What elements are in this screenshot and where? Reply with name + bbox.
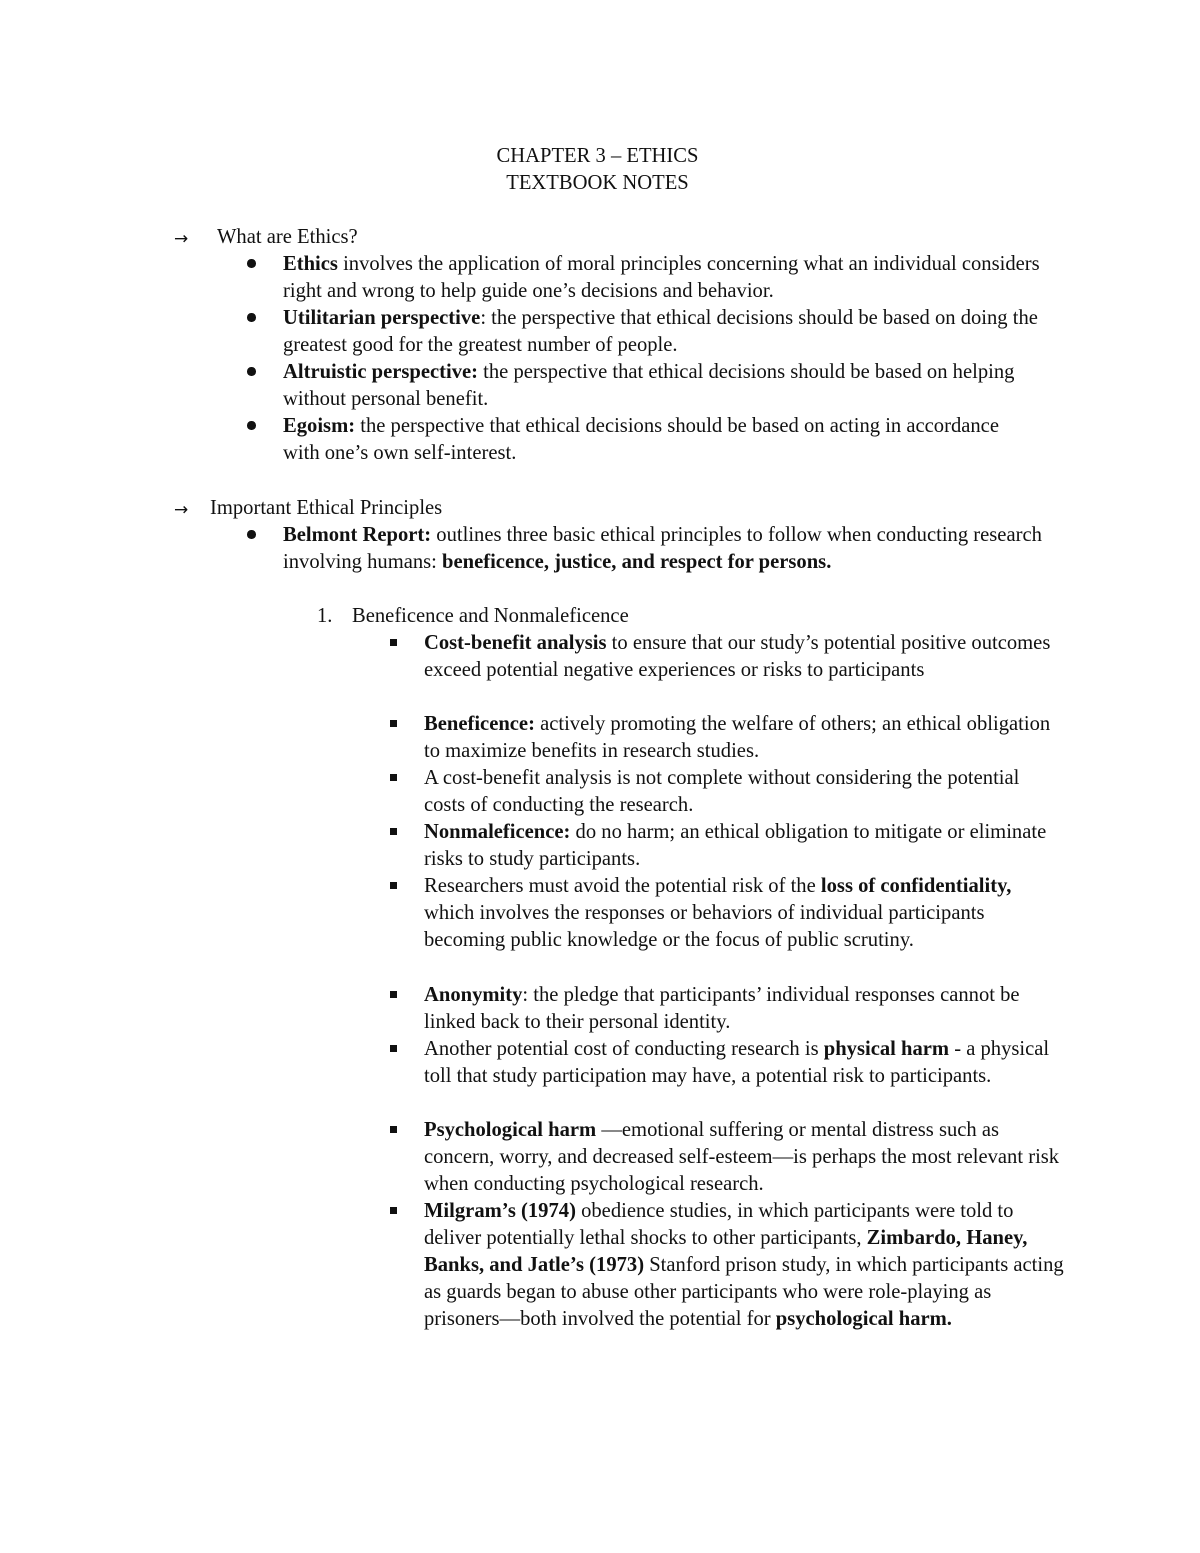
square-bullet-icon: [390, 991, 397, 998]
square-bullet-icon: [390, 828, 397, 835]
round-bullet-icon: [247, 421, 256, 430]
definition: to ensure that our study’s potential positive outcomes exceed potential negative experiences or risks to participants: [424, 632, 1051, 682]
list-item: [424, 765, 1044, 819]
term: Egoism:: [283, 415, 356, 437]
right-arrow-icon: →: [174, 500, 189, 520]
round-bullet-icon: [247, 313, 256, 322]
text: A cost-benefit analysis is not complete without considering the potential costs of conducting the research.: [424, 767, 1020, 817]
definition: the perspective that ethical decisions should be based on acting in accordance with one’s own self-interest.: [283, 415, 999, 465]
term: loss of confidentiality,: [820, 875, 1012, 897]
term: Anonymity: [424, 984, 523, 1006]
list-item: [283, 251, 1083, 305]
term: Nonmaleficence:: [424, 821, 571, 843]
round-bullet-icon: [247, 259, 256, 268]
definition: : the perspective that ethical decisions should be based on doing the greatest good for the greatest number of people.: [283, 307, 1038, 357]
list-item: [424, 711, 1064, 765]
square-bullet-icon: [390, 720, 397, 727]
square-bullet-icon: [390, 1126, 397, 1133]
definition: which involves the responses or behaviors of individual participants becoming public knowledge or the focus of public scrutiny.: [424, 902, 985, 952]
list-item: [424, 1198, 1069, 1333]
term: Milgram’s (1974): [424, 1200, 576, 1222]
list-item: [424, 982, 1044, 1036]
list-item: [283, 359, 1073, 413]
list-item: [283, 305, 1073, 359]
square-bullet-icon: [390, 774, 397, 781]
text: obedience studies, in which participants were told to deliver potentially lethal shocks to other participants,: [424, 1200, 1014, 1250]
list-item: [283, 522, 1043, 576]
term: Belmont Report:: [283, 524, 432, 546]
term: Utilitarian perspective: [283, 307, 481, 329]
text: Another potential cost of conducting research is: [424, 1038, 824, 1060]
list-item: [424, 1036, 1064, 1090]
term: Ethics: [283, 253, 338, 275]
list-item: [424, 819, 1064, 873]
term: physical harm: [823, 1038, 950, 1060]
right-arrow-icon: →: [174, 229, 189, 249]
square-bullet-icon: [390, 639, 397, 646]
definition: the perspective that ethical decisions should be based on helping without personal benefit.: [283, 361, 1015, 411]
term: Altruistic perspective:: [283, 361, 479, 383]
numbered-item-label: Beneficence and Nonmaleficence: [352, 605, 629, 627]
definition: involves the application of moral principles concerning what an individual considers right and wrong to help guide one’s decisions and behavior.: [283, 253, 1040, 303]
definition: : the pledge that participants’ individual responses cannot be linked back to their personal identity.: [424, 984, 1020, 1034]
list-item: [283, 413, 1023, 467]
definition: - a physical toll that study participation may have, a potential risk to participants.: [424, 1038, 1050, 1088]
list-item: [424, 630, 1064, 684]
round-bullet-icon: [247, 530, 256, 539]
definition: do no harm; an ethical obligation to mitigate or eliminate risks to study participants.: [424, 821, 1047, 871]
document-subtitle: TEXTBOOK NOTES: [506, 172, 689, 194]
principles: beneficence, justice, and respect for persons.: [442, 551, 832, 574]
definition: actively promoting the welfare of others; an ethical obligation to maximize benefits in research studies.: [424, 713, 1051, 763]
list-item: [424, 873, 1064, 954]
section-heading: What are Ethics?: [217, 226, 358, 248]
definition: outlines three basic ethical principles to follow when conducting research involving humans:: [283, 524, 1042, 574]
list-number: 1.: [317, 605, 333, 627]
text: Researchers must avoid the potential risk of the: [424, 875, 821, 897]
term: Zimbardo, Haney, Banks, and Jatle’s (1973): [424, 1227, 1028, 1277]
list-item: [424, 1117, 1064, 1198]
document-title: CHAPTER 3 – ETHICS: [496, 145, 699, 167]
term: Cost-benefit analysis: [424, 632, 607, 654]
term: Psychological harm: [424, 1119, 597, 1141]
term: psychological harm.: [775, 1308, 952, 1331]
round-bullet-icon: [247, 367, 256, 376]
square-bullet-icon: [390, 1207, 397, 1214]
square-bullet-icon: [390, 1045, 397, 1052]
definition: —emotional suffering or mental distress such as concern, worry, and decreased self-esteem—is perhaps the most relevant risk when conducting psychological research.: [424, 1119, 1060, 1196]
term: Beneficence:: [424, 713, 535, 735]
square-bullet-icon: [390, 882, 397, 889]
section-heading: Important Ethical Principles: [210, 497, 443, 519]
text: Stanford prison study, in which participants acting as guards began to abuse other participants who were role-playing as prisoners—both involved the potential for: [424, 1254, 1064, 1331]
